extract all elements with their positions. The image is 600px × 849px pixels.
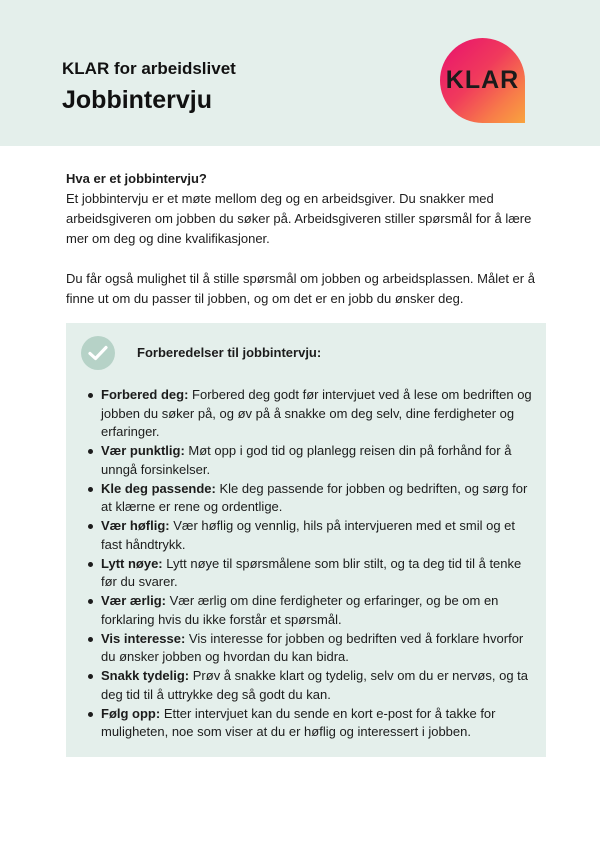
intro-paragraph-2: Du får også mulighet til å stille spørsmål om jobben og arbeidsplassen. Målet er å finne ut om du passer til jobben, og om det er en jobb du ønsker deg. — [66, 271, 535, 306]
list-item — [88, 705, 533, 742]
preparations-list — [88, 386, 533, 742]
header-banner — [0, 0, 600, 146]
logo-text: KLAR — [445, 66, 520, 94]
list-item-term: Vær høflig: — [101, 518, 170, 533]
list-item-text: Vær høflig og vennlig, hils på intervjueren med et smil og et fast håndtrykk. — [101, 518, 515, 552]
list-item — [88, 517, 533, 554]
list-item-term: Vær ærlig: — [101, 593, 167, 608]
list-item — [88, 592, 533, 629]
list-item-text: Lytt nøye til spørsmålene som blir stilt, og ta deg tid til å tenke før du svarer. — [101, 555, 522, 589]
list-item — [88, 630, 533, 667]
list-item-text: Forbered deg godt før intervjuet ved å lese om bedriften og jobben du søker på, og øv på å snakke om deg selv, dine ferdigheter og erfaringer. — [101, 387, 532, 439]
klar-logo — [440, 38, 525, 123]
list-item — [88, 480, 533, 517]
list-item-term: Forbered deg: — [101, 387, 189, 402]
list-item-term: Vis interesse: — [101, 630, 186, 646]
list-item-term: Følg opp: — [101, 705, 161, 721]
checkmark-icon — [81, 336, 115, 370]
preparations-title: Forberedelser til jobbintervju: — [137, 345, 322, 360]
intro-heading: Hva er et jobbintervju? — [66, 171, 207, 186]
list-item-text: Vis interesse for jobben og bedriften ved å forklare hvorfor du ønsker jobben og hvordan du kan bidra. — [101, 630, 524, 664]
list-item-text: Møt opp i god tid og planlegg reisen din på forhånd for å unngå forsinkelser. — [101, 443, 512, 477]
intro-section — [66, 169, 541, 309]
list-item-text: Prøv å snakke klart og tydelig, selv om du er nervøs, og ta deg tid til å uttrykke deg så godt du kan. — [101, 668, 529, 702]
list-item-term: Lytt nøye: — [101, 555, 163, 571]
intro-paragraph-1: Et jobbintervju er et møte mellom deg og en arbeidsgiver. Du snakker med arbeidsgiveren om jobben du søker på. Arbeidsgiveren stiller spørsmål for å lære mer om deg og dine kvalifikasjoner. — [66, 191, 532, 246]
list-item — [88, 667, 533, 704]
program-subtitle: KLAR for arbeidslivet — [62, 59, 236, 78]
list-item-term: Snakk tydelig: — [101, 668, 190, 683]
list-item — [88, 555, 533, 592]
list-item-term: Kle deg passende: — [101, 480, 216, 496]
list-item-text: Kle deg passende for jobben og bedriften, og sørg for at klærne er rene og ordentlige. — [101, 480, 528, 514]
list-item — [88, 442, 533, 479]
preparations-box — [66, 323, 546, 757]
list-item-text: Etter intervjuet kan du sende en kort e-post for å takke for muligheten, noe som viser at du er høflig og interessert i jobben. — [101, 705, 496, 739]
list-item-text: Vær ærlig om dine ferdigheter og erfaringer, og be om en forklaring hvis du ikke forstår et spørsmål. — [101, 593, 499, 627]
list-item — [88, 386, 533, 442]
page-title: Jobbintervju — [62, 86, 213, 114]
list-item-term: Vær punktlig: — [101, 443, 185, 458]
